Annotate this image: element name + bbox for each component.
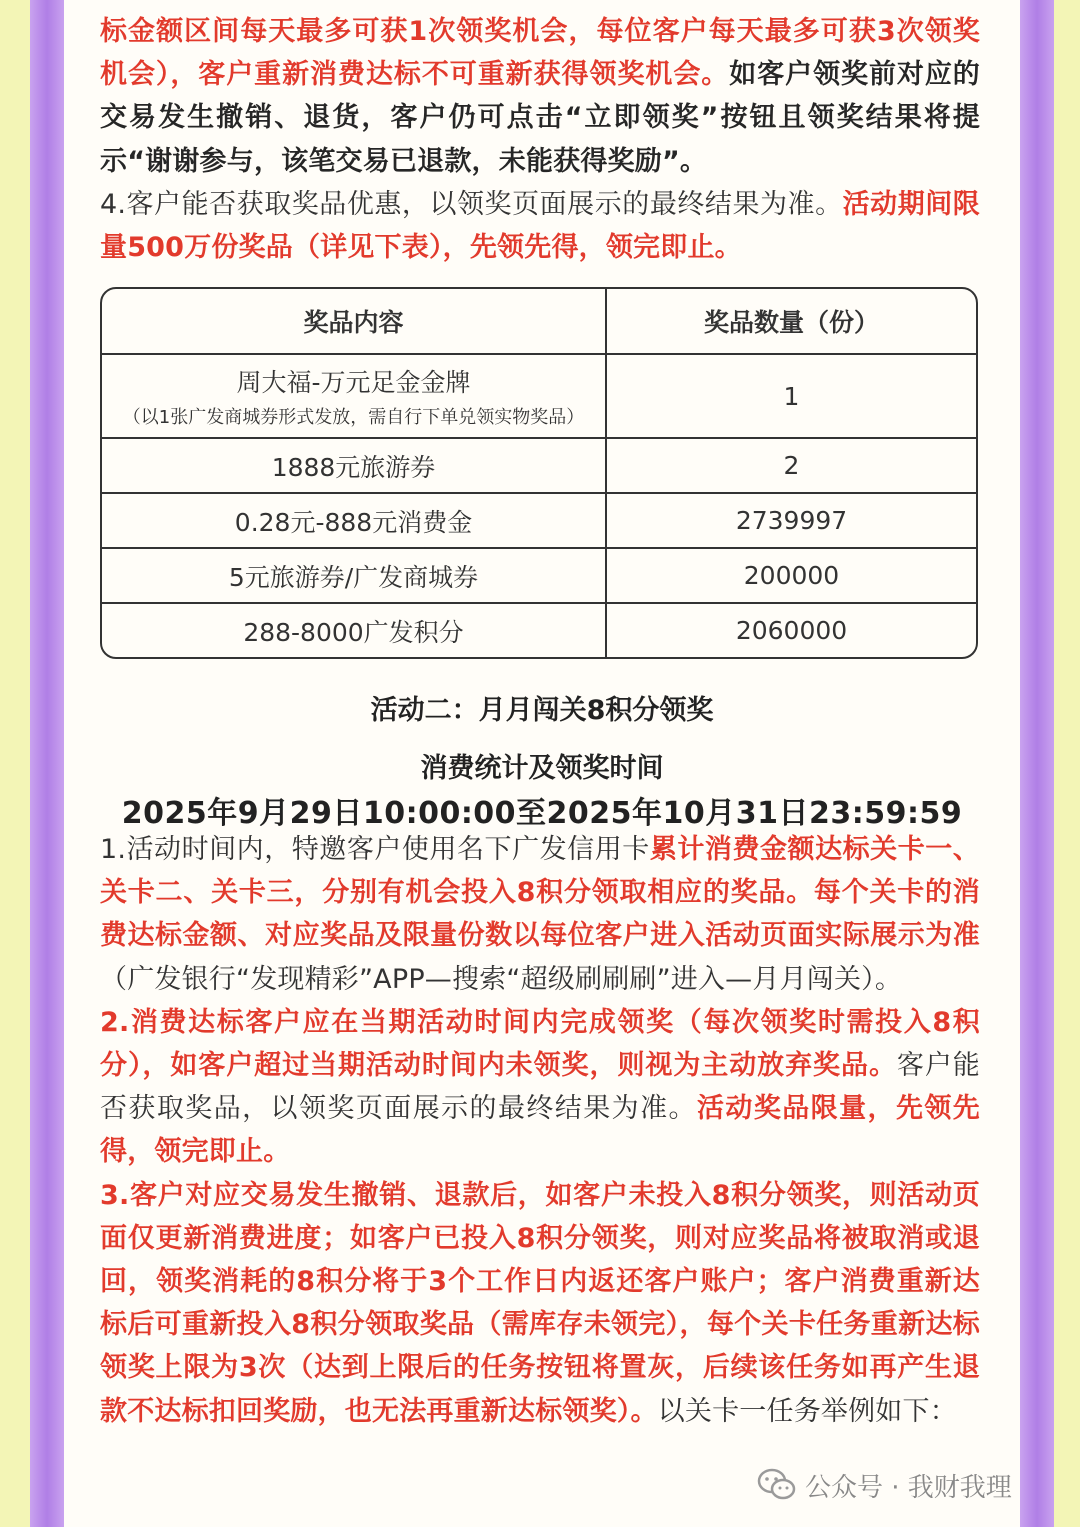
table-row xyxy=(102,549,976,604)
right-purple-border xyxy=(1020,0,1054,1527)
rule-4: 4.客户能否获取奖品优惠，以领奖页面展示的最终结果为准。活动期间限量500万份奖品（详见下表），先领先得，领完即止。 xyxy=(100,188,980,264)
activity2-rule-2: 2.消费达标客户应在当期活动时间内完成领奖（每次领奖时需投入8积分），如客户超过当期活动时间内未领奖，则视为主动放弃奖品。客户能否获取奖品，以领奖页面展示的最终结果为准。活动奖品限量，先领先得，领完即止。 xyxy=(100,1006,981,1168)
table-row xyxy=(102,355,976,439)
prize-qty-cell: 1 xyxy=(607,355,976,439)
prize-note: （以1张广发商城券形式发放，需自行下单兑领实物奖品） xyxy=(122,407,585,428)
rule-3-continuation: 标金额区间每天最多可获1次领奖机会，每位客户每天最多可获3次领奖机会），客户重新消费达标不可重新获得领奖机会。如客户领奖前对应的交易发生撤销、退货，客户仍可点击“立即领奖”按钮且领奖结果将提示“谢谢参与，该笔交易已退款，未能获得奖励”。 xyxy=(100,16,980,177)
watermark-text: 公众号 · 我财我理 xyxy=(805,1472,1012,1503)
wechat-watermark xyxy=(757,1463,1012,1507)
left-purple-border xyxy=(30,0,64,1527)
activity2-subtitle: 消费统计及领奖时间 xyxy=(420,753,664,784)
prize-qty-cell: 2060000 xyxy=(735,616,848,645)
prize-qty-cell: 200000 xyxy=(607,549,976,604)
activity2-rule-1: 1.活动时间内，特邀客户使用名下广发信用卡累计消费金额达标关卡一、关卡二、关卡三，分别有机会投入8积分领取相应的奖品。每个关卡的消费达标金额、对应奖品及限量份数以每位客户进入活动页面实际展示为准（广发银行“发现精彩”APP—搜索“超级刷刷刷”进入—月月闯关）。 xyxy=(100,834,980,995)
table-header-row xyxy=(102,289,976,355)
header-prize-quantity: 奖品数量（份） xyxy=(607,289,976,355)
prize-qty-cell: 2739997 xyxy=(607,494,976,549)
activity2-rules xyxy=(100,828,980,1433)
table-row xyxy=(102,604,976,657)
table-row xyxy=(102,494,976,549)
prize-name-cell: 1888元旅游券 xyxy=(102,439,607,494)
header-prize-content: 奖品内容 xyxy=(102,289,607,355)
prize-table xyxy=(100,287,978,659)
activity2-rule-3: 3.客户对应交易发生撤销、退款后，如客户未投入8积分领奖，则活动页面仅更新消费进度；如客户已投入8积分领奖，则对应奖品将被取消或退回，领奖消耗的8积分将于3个工作日内返还客户账户；客户消费重新达标后可重新投入8积分领取奖品（需库存未领完），每个关卡任务重新达标领奖上限为3次（达到上限后的任务按钮将置灰，后续该任务如再产生退款不达标扣回奖励，也无法再重新达标领奖）。以关卡一任务举例如下： xyxy=(100,1179,980,1427)
intro-section xyxy=(100,10,980,269)
activity2-period: 2025年9月29日10:00:00至2025年10月31日23:59:59 xyxy=(121,796,963,831)
prize-name-cell: 288-8000广发积分 xyxy=(102,604,607,657)
prize-name-cell: 周大福-万元足金金牌 （以1张广发商城券形式发放，需自行下单兑领实物奖品） xyxy=(102,355,607,439)
table-row xyxy=(102,439,976,494)
wechat-icon xyxy=(757,1467,797,1503)
prize-qty-cell: 2 xyxy=(607,439,976,494)
prize-name-cell: 0.28元-888元消费金 xyxy=(102,494,607,549)
prize-name-cell: 5元旅游券/广发商城券 xyxy=(102,549,607,604)
activity2-title: 活动二：月月闯关8积分领奖 xyxy=(370,695,714,726)
